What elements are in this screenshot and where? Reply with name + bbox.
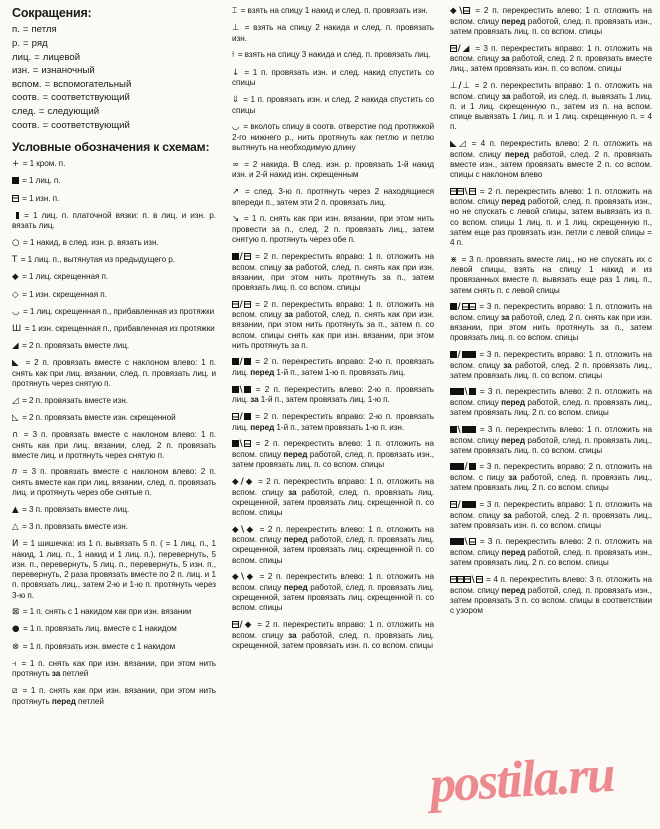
legend-entry-text: = 1 накид, в след. изн. р. вязать изн.: [23, 238, 159, 248]
legend-entry-text: = 3 п. провязать вместе изн.: [22, 522, 128, 532]
legend-entry: [12, 176, 216, 187]
legend-entry: [232, 160, 434, 181]
equals-sign: =: [23, 37, 29, 49]
legend-entry-text: = 2 п. перекрестить влево: 1 п. отложить на вспом. спицу перед работой, след. п. провязать изн., но не спускать с левой спицы, затем вывязать из п. со вспом. спицы 1 лиц. п. и 1 лиц. скрещенную п., затем еще раз провязать изн. петли с левой спицы = 4 п.: [450, 186, 653, 247]
u-bracket-icon: Ш: [12, 323, 22, 334]
emphasis-za: за: [508, 473, 517, 483]
open-triangle-icon: △: [12, 522, 20, 533]
long-loop-icon: ◡: [232, 122, 240, 133]
legend-entry-text: = 2 п. перекрестить влево: 1 п. отложить на вспом. спицу перед работой, след. п. провязать лиц. скрещенной, затем провязать лиц. скрещенной п. со вспом. спицы: [232, 572, 435, 613]
legend-entry: [450, 255, 652, 296]
legend-entry-text: = 4 п. перекрестить влево: 2 п. отложить на вспом. спицу перед работой, след. 2 п. провязать вместе изн., затем провязать вместе 2 п. со вспом. спицы с наклоном влево: [450, 138, 653, 179]
emphasis-za: за: [501, 312, 510, 322]
abbrev-full: лицевой: [42, 51, 81, 63]
legend-entry-text: = 2 п. перекрестить вправо: 2-ю п. провязать лиц. перед 1-й п., затем 1-ю п. провязать лиц.: [232, 357, 435, 378]
legend-entry: [12, 659, 216, 680]
legend-entry-text: = 1 кром. п.: [22, 159, 66, 169]
emphasis-pered: перед: [283, 535, 308, 545]
abbreviation-row: [12, 64, 216, 78]
abbrev-short: п.: [12, 24, 20, 36]
legend-entry: [450, 462, 652, 493]
legend-entry: [12, 358, 216, 389]
legend-entry: [450, 350, 652, 381]
legend-entry-text: = 2 п. провязать вместе изн.: [22, 395, 128, 405]
legend-entry-text: = взять на спицу 3 накида и след. п. провязать лиц.: [237, 50, 431, 60]
arrow-down-right-icon: ↘: [232, 214, 240, 225]
legend-entry: [232, 187, 434, 208]
emphasis-za: за: [503, 510, 512, 520]
legend-entry: [232, 122, 434, 153]
legend-entry: [12, 522, 216, 533]
cross-3-left-c-icon: \: [450, 537, 477, 547]
legend-entry: [232, 412, 434, 433]
abbrev-full: соответствующий: [51, 92, 130, 104]
cross-2-right-d-icon: /: [232, 412, 252, 422]
column-abbreviations-and-basic-symbols: [4, 6, 222, 829]
abbrev-full: ряд: [31, 37, 48, 49]
abbreviations-title: Сокращения:: [12, 6, 92, 20]
emphasis-za: за: [288, 630, 297, 640]
legend-entry-text: = след. 3-ю п. протянуть через 2 находящиеся впереди п., затем эти 2 п. провязать лиц.: [232, 187, 434, 207]
cross-2-right-e-icon: ◆/◆: [232, 476, 254, 487]
box-diagonal-icon: ⧄: [12, 686, 18, 697]
cross-2-left-a-icon: \: [232, 385, 252, 395]
legend-entry: [232, 572, 434, 613]
abbrev-short: соотв.: [12, 92, 40, 104]
legend-entry: [232, 252, 434, 293]
legend-entry: [450, 425, 652, 456]
drop-2-icon: ⇓: [232, 94, 240, 105]
legend-entry-text: = 1 лиц. п.: [22, 176, 61, 186]
legend-entry-text: = 1 изн. скрещенная п.: [22, 289, 107, 299]
legend-title: Условные обозначения к схемам:: [12, 140, 210, 155]
legend-entry-text: = 2 п. перекрестить вправо: 1 п. отложить на вспом. спицу за работой, след. п. снять как при изн. вязании, при этом нить протянуть за п., затем п. со вспом. спицы снять как при изн. вязании, при этом нить протянуть за п.: [232, 299, 434, 350]
legend-entry: [232, 357, 434, 378]
legend-entry-text: = 2 п. провязать вместе с наклоном влево: 1 п. снять как при лиц. вязании, след. п. провязать лиц. и протянуть через снятую п.: [12, 358, 217, 388]
abbrev-full: следующий: [47, 106, 100, 118]
legend-entry: [12, 255, 216, 266]
emphasis-za: за: [284, 262, 293, 272]
legend-entry: [450, 500, 652, 531]
cross-4-left-a-icon: ◣◿: [450, 138, 467, 149]
legend-entry: [12, 290, 216, 301]
legend-entry-text: = 2 п. перекрестить вправо: 2-ю п. провязать лиц. перед 1-й п., затем провязать 1-ю п. изн.: [232, 412, 435, 432]
legend-entry-text: = 3 п. перекрестить вправо: 1 п. отложить на вспом. спицу за работой, след. 2 п. провязать лиц., затем провязать лиц. п. со вспом. спицы: [450, 349, 652, 380]
legend-entry: [12, 607, 216, 618]
abbreviation-row: [12, 78, 216, 92]
legend-entry-text: = 2 п. провязать вместе лиц.: [22, 341, 130, 351]
legend-entry: [12, 211, 216, 232]
right-triangle-filled-icon: ◢: [12, 341, 20, 352]
legend-entry-text: = взять на спицу 2 накида и след. п. провязать изн.: [232, 23, 435, 43]
filled-diamond-icon: ◆: [12, 272, 20, 283]
legend-entry: [12, 272, 216, 283]
yo-box-1-icon: ⌶: [232, 6, 238, 16]
legend-entry: [12, 413, 216, 424]
cross-2-left-d-icon: ◆\◆: [232, 572, 255, 583]
cross-4-left-b-icon: \: [450, 575, 484, 585]
legend-entry: [232, 385, 434, 406]
arrow-up-right-icon: ↗: [232, 187, 240, 198]
arch-small-icon: ⴖ: [12, 467, 18, 478]
cross-2-right-b-icon: /: [232, 300, 252, 310]
legend-entry-text: = 3 п. перекрестить вправо: 1 п. отложить на вспом. спицу за работой, след. 2 п. снять как при изн. вязании, при этом нить протянуть за п., затем провязать лиц. п. со вспом. спицы: [450, 302, 652, 343]
legend-entry-text: = вколоть спицу в соотв. отверстие под протяжкой 2-го нижнего р., нить протянуть как петлю и петлю вытянуть на необходимую длину: [232, 122, 434, 153]
cross-2-left-e-icon: ◆\: [450, 6, 471, 16]
emphasis-pered: перед: [250, 368, 275, 378]
equals-sign: =: [42, 92, 49, 104]
legend-entry: [232, 525, 434, 566]
legend-entry: [450, 537, 652, 568]
legend-entry-text: = 4 п. перекрестить влево: 3 п. отложить на вспом. спицу перед работой, след. п. провязать изн., затем провязать 3 п. со вспом. спицы в соответствии с узором: [450, 574, 653, 615]
legend-entry-text: = 3 п. провязать вместе с наклоном влево: 2 п. снять вместе как при лиц. вязании, след. п. провязать лиц. и протянуть через обе снятые п.: [12, 467, 217, 498]
legend-entry-text: = 1 п. провязать изн. и след. накид спустить со спицы: [232, 67, 434, 88]
legend-entry: [232, 95, 434, 116]
yo-box-3-icon: ⍿: [232, 50, 235, 61]
emphasis-pered: перед: [250, 422, 275, 432]
abbreviation-row: [12, 105, 216, 119]
emphasis-za: за: [501, 91, 511, 101]
emphasis-pered: перед: [501, 435, 526, 445]
legend-entry: [450, 575, 652, 616]
abbrev-short: соотв.: [12, 119, 40, 131]
equals-sign: =: [32, 65, 39, 77]
legend-entry-text: = 1 п. снять как при изн. вязании, при этом нить протянуть за петлей: [12, 658, 216, 679]
equals-sign: =: [44, 78, 51, 90]
star-3-icon: ⋇: [450, 254, 458, 265]
emphasis-za: за: [51, 669, 61, 679]
abbrev-short: след.: [12, 106, 36, 118]
half-filled-square-icon: [12, 211, 20, 221]
left-lean-filled-icon: ◣: [12, 358, 21, 369]
emphasis-za: за: [501, 54, 510, 64]
crossed-box-icon: ⊠: [12, 607, 20, 618]
legend-entry: [12, 642, 216, 653]
legend-entry: [450, 81, 652, 132]
cross-2-left-f-icon: \: [450, 187, 477, 197]
cross-3-right-b-icon: /: [450, 302, 477, 312]
legend-entry-text: = 3 п. перекрестить влево: 2 п. отложить на вспом. спицу перед работой, след. п. провязать изн., затем провязать лиц. 2 п. со вспом. спицы: [450, 537, 653, 568]
legend-entry: [450, 187, 652, 249]
legend-entry-text: = 2 накида. В след. изн. р. провязать 1-й накид изн. и 2-й накид изн. скрещенным: [232, 159, 435, 180]
legend-entry-text: = 2 п. перекрестить влево: 1 п. отложить на вспом. спицу перед работой, след. п. провязать изн., затем провязать лиц. п. со вспом. спицы: [450, 6, 653, 36]
legend-entry: [12, 467, 216, 498]
legend-entry-text: = 1 изн. п.: [22, 193, 60, 203]
right-triangle-open-icon: ◿: [12, 395, 20, 406]
cross-2-right-g-icon: ⊥/⊥: [450, 81, 471, 91]
cross-3-right-d-icon: /: [450, 462, 477, 472]
cross-2-right-c-icon: /: [232, 357, 252, 367]
legend-entry: [12, 686, 216, 707]
cross-3-right-e-icon: /: [450, 500, 477, 510]
legend-entry-text: = 3 п. перекрестить влево: 2 п. отложить на вспом. спицу перед работой, след. п. провязать лиц., затем провязать лиц. 2 п. со вспом. спицы: [450, 387, 653, 418]
legend-entry: [12, 624, 216, 635]
legend-entry: [450, 44, 652, 75]
legend-entry-text: = 2 п. перекрестить влево: 1 п. отложить на вспом. спицу перед работой, след. п. провязать изн., затем провязать лиц. п. со вспом. спицы: [232, 439, 434, 470]
u-curve-icon: ◡: [12, 306, 20, 317]
cross-3-right-c-icon: /: [450, 350, 477, 360]
legend-entry: [12, 505, 216, 516]
legend-entry: [232, 439, 434, 470]
legend-entry-text: = 1 п. провязать изн. и след. 2 накида спустить со спицы: [232, 94, 434, 115]
legend-entry-text: = 2 п. перекрестить вправо: 1 п. отложить на вспом. спицу за работой, след. п. снять как при изн. вязании, при этом нить протянуть за п., затем провязать лиц. п. со вспом. спицы: [232, 251, 434, 292]
legend-entry: [232, 68, 434, 89]
plus-icon: +: [12, 159, 20, 170]
emphasis-pered: перед: [501, 398, 526, 408]
abbreviation-row: [12, 91, 216, 105]
legend-entry-text: = 1 шишечка: из 1 п. вывязать 5 п. ( = 1 лиц. п., 1 накид, 1 лиц. п., 1 накид и 1 лиц. п.), перевернуть, 5 изн. п., перевернуть, 5 лиц. п., перевернуть, 5 изн. п., перевернуть, 2 раза провязать вместе по 2 п. лиц. и 1 п. провязать лиц., затем 2-ю и 1-ю п. протянуть через 3-ю п.: [12, 539, 216, 600]
open-square-bar-icon: [12, 194, 20, 204]
open-diamond-icon: ◇: [12, 289, 20, 300]
legend-entry: [12, 341, 216, 352]
legend-entry-text: = 3 п. перекрестить вправо: 1 п. отложить на вспом. спицу за работой, след. 2 п. провязать вместе лиц., затем провязать изн. п. со вспом. спицы: [450, 43, 653, 74]
legend-entry-text: = 1 лиц. п., вытянутая из предыдущего р.: [20, 255, 175, 265]
legend-entry-text: = 3 п. перекрестить вправо: 2 п. отложить на вспом. с пицу за работой, след. п. провязать лиц., затем провязать лиц. 2 п. со вспом. спицы: [450, 462, 652, 493]
legend-entry-text: = 1 п. снять с 1 накидом как при изн. вязании: [22, 607, 192, 617]
legend-entry: [12, 324, 216, 335]
emphasis-za: за: [503, 360, 512, 370]
equals-sign: =: [38, 106, 45, 118]
legend-entry-text: = 1 п. снять как при изн. вязании, при этом нить провести за п., след. 2 п. провязать лиц., затем снятую п. протянуть через обе п.: [232, 214, 434, 245]
circle-icon: ○: [12, 238, 20, 249]
cross-3-left-a-icon: \: [450, 387, 477, 397]
legend-entry-text: = 1 лиц. скрещенная п., прибавленная из протяжки: [23, 306, 215, 316]
legend-entry-text: = взять на спицу 1 накид и след. п. провязать изн.: [240, 6, 428, 15]
legend-entry: [12, 396, 216, 407]
abbrev-full: соответствующий: [51, 119, 130, 131]
emphasis-pered: перед: [501, 548, 526, 558]
legend-entry: [232, 6, 434, 17]
emphasis-pered: перед: [51, 696, 76, 706]
legend-entry: [450, 6, 652, 37]
abbreviations-list: [12, 23, 216, 132]
watermark-text: postila.ru: [428, 745, 616, 814]
legend-entry: [12, 238, 216, 249]
equals-sign: =: [22, 24, 29, 36]
legend-entry-text: = 2 п. перекрестить влево: 1 п. отложить на вспом. спицу перед работой, след. п. провязать лиц. скрещенной, затем провязать лиц. скрещенной п. со вспом. спицы: [232, 524, 435, 565]
abbrev-short: вспом.: [12, 78, 42, 90]
legend-entry: [12, 194, 216, 205]
legend-entry: [450, 302, 652, 343]
legend-entry: [232, 300, 434, 351]
yo-box-2-icon: ⊥: [232, 23, 240, 34]
cross-2-right-a-icon: /: [232, 252, 252, 262]
cross-2-left-c-icon: ◆\◆: [232, 524, 255, 535]
emphasis-pered: перед: [501, 197, 526, 207]
abbreviation-row: [12, 23, 216, 37]
legend-entry-text: = 2 п. перекрестить вправо: 1 п. отложить на вспом. спицу за работой, из след. п. вывязать 1 лиц. п. и 1 лиц. скрещенную п., затем из п. на вспом. спице вывязать 1 лиц. п. и 1 лиц. скрещенную п. = 4 п.: [450, 81, 653, 132]
emphasis-pered: перед: [283, 450, 308, 460]
cross-3-left-b-icon: \: [450, 425, 477, 435]
legend-entry-text: = 2 п. перекрестить вправо: 1 п. отложить на вспом. спицу за работой, след. п. провязать лиц. скрещенной, затем провязать изн. п. со вспом. спицы: [232, 619, 434, 650]
column-cable-symbols: [440, 6, 658, 829]
drop-1-icon: ↓: [232, 67, 240, 78]
abbrev-short: изн.: [12, 65, 30, 77]
legend-entry-text: = 2 п. перекрестить влево: 2-ю п. провязать лиц. за 1-й п., затем провязать лиц. 1-ю п.: [232, 384, 435, 405]
legend-entry: [12, 159, 216, 170]
double-yo-icon: ∞: [232, 159, 240, 170]
legend-entry-text: = 3 п. перекрестить влево: 1 п. отложить на вспом. спицу перед работой, след. п. провязать лиц., затем провязать лиц. п. со вспом. спицы: [450, 424, 653, 455]
legend-entry-text: = 3 п. провязать вместе с наклоном влево: 1 п. снять как при лиц. вязании, след. 2 п. провязать вместе лиц. и протянуть через снятую п.: [12, 429, 217, 460]
column-yarnover-and-cross-symbols: [222, 6, 440, 829]
circled-x-icon: ⊗: [12, 641, 20, 652]
legend-entry-text: = 1 п. провязать изн. вместе с 1 накидом: [22, 641, 176, 651]
arch-icon: ∩: [12, 429, 19, 440]
filled-circle-icon: ●: [12, 624, 20, 635]
emphasis-pered: перед: [505, 149, 530, 159]
emphasis-za: за: [250, 395, 259, 405]
filled-square-icon: [12, 176, 20, 186]
legend-entry: [232, 620, 434, 651]
cross-3-right-a-icon: /◢: [450, 44, 472, 54]
cross-2-left-b-icon: \: [232, 439, 252, 449]
legend-entry-text: = 2 п. перекрестить вправо: 1 п. отложить на вспом. спицу за работой, след. п. провязать лиц. скрещенной, затем провязать лиц. скрещенной п. со вспом. спицы: [232, 476, 435, 517]
legend-entry: [232, 214, 434, 245]
legend-entry-text: = 3 п. провязать вместе лиц.: [22, 504, 130, 514]
filled-triangle-icon: ▲: [12, 504, 20, 515]
abbrev-short: лиц.: [12, 51, 32, 63]
bobble-icon: И: [12, 539, 19, 550]
emphasis-pered: перед: [283, 582, 308, 592]
abbrev-full: изнаночный: [41, 65, 95, 77]
legend-entry: [450, 139, 652, 180]
equals-sign: =: [42, 119, 49, 131]
legend-entry-text: = 3 п. перекрестить вправо: 1 п. отложить на вспом. спицу за работой, след. 2 п. провязать лиц., затем провязать изн. п. со вспом. спицы: [450, 499, 652, 530]
tee-icon: T: [12, 255, 18, 266]
abbrev-full: петля: [31, 24, 57, 36]
abbrev-full: вспомогательный: [53, 78, 132, 90]
emphasis-pered: перед: [501, 16, 526, 26]
legend-entry-text: = 3 п. провязать вместе лиц., но не спускать их с левой спицы, взять на спицу 1 накид и из провязанных вместе п. вывязать еще раз 1 лиц. п., затем снять п. с левой спицы: [450, 254, 652, 295]
legend-entry: [12, 307, 216, 318]
abbreviation-row: [12, 51, 216, 65]
emphasis-za: за: [288, 487, 297, 497]
legend-entry: [450, 387, 652, 418]
legend-entry: [232, 477, 434, 518]
box-double-bar-icon: ⫞: [12, 658, 17, 669]
abbreviation-row: [12, 119, 216, 133]
legend-entry-text: = 1 п. снять как при изн. вязании, при этом нить протянуть перед петлей: [12, 686, 216, 706]
emphasis-pered: перед: [501, 585, 526, 595]
equals-sign: =: [34, 51, 40, 63]
legend-entry-text: = 1 лиц. п. платочной вязки: п. в лиц. и изн. р. вязать лиц.: [12, 210, 217, 231]
cross-2-right-f-icon: /◆: [232, 620, 254, 630]
legend-entry: [232, 23, 434, 44]
left-lean-open-icon: ◺: [12, 412, 20, 423]
emphasis-za: за: [284, 310, 293, 320]
legend-entry-text: = 1 изн. скрещенная п., прибавленная из протяжки: [24, 323, 215, 333]
legend-entry: [12, 539, 216, 601]
legend-entry-text: = 2 п. провязать вместе изн. скрещенной: [22, 412, 176, 422]
abbrev-short: р.: [12, 37, 21, 49]
legend-entry: [232, 50, 434, 61]
legend-entry-text: = 1 лиц. скрещенная п.: [22, 272, 109, 282]
abbreviation-row: [12, 37, 216, 51]
legend-entry-text: = 1 п. провязать лиц. вместе с 1 накидом: [23, 624, 177, 634]
legend-entry: [12, 430, 216, 461]
